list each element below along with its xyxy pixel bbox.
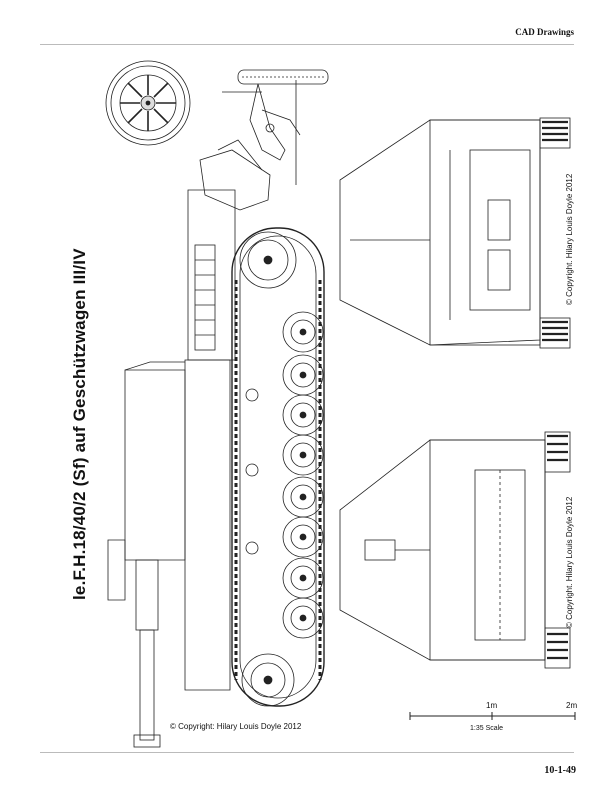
front-plan-view — [340, 432, 570, 668]
rear-plan-view — [340, 118, 570, 348]
road-wheel-detail — [106, 61, 190, 145]
scale-mark-2m: 2m — [566, 701, 578, 710]
header-title: CAD Drawings — [515, 27, 574, 37]
scale-bar — [410, 712, 575, 720]
drawing-title: le.F.H.18/40/2 (Sf) auf Geschützwagen III/IV — [70, 248, 89, 600]
scale-mark-1m: 1m — [486, 701, 498, 710]
side-view — [108, 140, 324, 747]
footer-divider — [40, 752, 574, 753]
suspension-detail — [222, 70, 328, 185]
copyright-side-view: © Copyright: Hilary Louis Doyle 2012 — [170, 722, 302, 731]
page-number: 10-1-49 — [544, 765, 576, 776]
scale-caption: 1:35 Scale — [470, 725, 504, 732]
copyright-front-view: © Copyright. Hilary Louis Doyle 2012 — [565, 496, 574, 628]
copyright-rear-view: © Copyright. Hilary Louis Doyle 2012 — [565, 173, 574, 305]
